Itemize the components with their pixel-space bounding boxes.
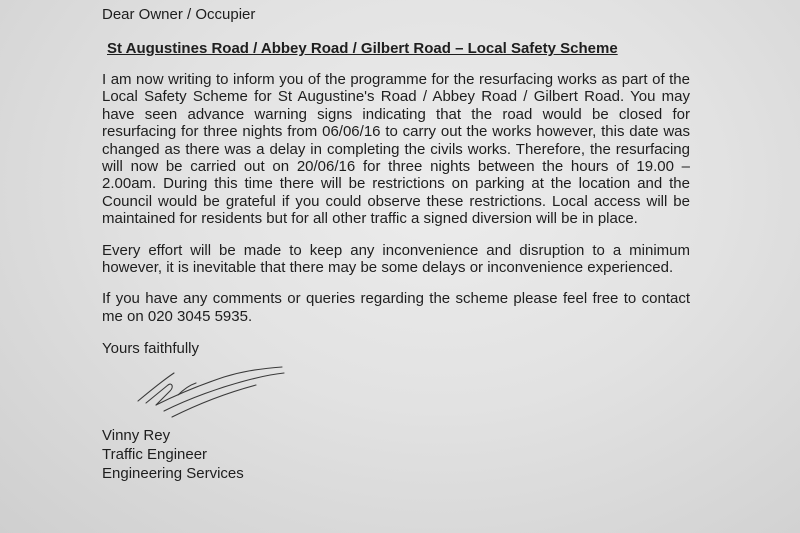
- subject-heading: St Augustines Road / Abbey Road / Gilbert Road – Local Safety Scheme: [107, 40, 618, 57]
- letter-body: [102, 5, 690, 483]
- paragraph-inconvenience: Every effort will be made to keep any inconvenience and disruption to a minimum however, it is inevitable that there may be some delays or inconvenience experienced.: [102, 241, 690, 277]
- signatory-department: Engineering Services: [102, 465, 244, 483]
- signatory-title: Traffic Engineer: [102, 446, 208, 464]
- salutation: Dear Owner / Occupier: [102, 6, 256, 23]
- paragraph-programme: I am now writing to inform you of the programme for the resurfacing works as part of the Local Safety Scheme for St Augustine's Road / Abbey Road / Gilbert Road. You may have seen advance warning signs indicating that the road would be closed for resurfacing for three nights from 06/06/16 to carry out the works however, this date was changed as there was a delay in completing the civils works. Therefore, the resurfacing will now be carried out on 20/06/16 for three nights between the hours of 19.00 – 2.00am. During this time there will be restrictions on parking at the location and the Council would be grateful if you could observe these restrictions. Local access will be maintained for residents but for all other traffic a signed diversion will be in place.: [102, 71, 690, 228]
- paragraph-contact: If you have any comments or queries regarding the scheme please feel free to contact me on 020 3045 5935.: [102, 290, 690, 325]
- signatory-name: Vinny Rey: [102, 427, 171, 445]
- signatory-block: [102, 426, 690, 483]
- handwritten-signature: [116, 365, 296, 423]
- closing: Yours faithfully: [102, 340, 200, 358]
